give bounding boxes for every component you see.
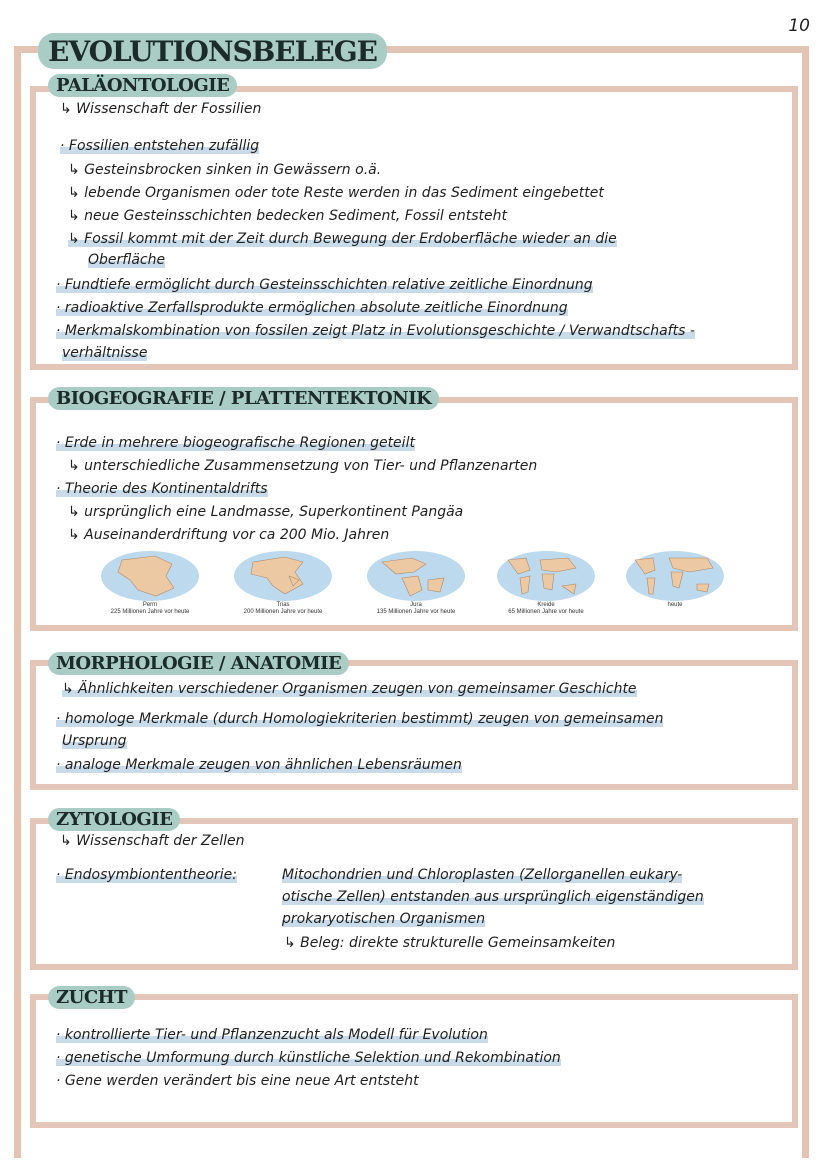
section-title-morphologie: MORPHOLOGIE / ANATOMIE (48, 652, 349, 675)
map-kreide (496, 550, 596, 616)
map-trias (233, 550, 333, 616)
note-line: · analoge Merkmale zeugen von ähnlichen Lebensräumen (56, 757, 462, 773)
page-title: EVOLUTIONSBELEGE (38, 33, 387, 69)
note-line: Mitochondrien und Chloroplasten (Zellorganellen eukary- (282, 867, 683, 883)
note-line: · radioaktive Zerfallsprodukte ermöglichen absolute zeitliche Einordnung (56, 300, 568, 316)
note-line: ↳ Gesteinsbrocken sinken in Gewässern o.ä. (68, 162, 382, 178)
map-caption: 65 Millionen Jahre vor heute (508, 609, 584, 615)
note-line: ↳ Beleg: direkte strukturelle Gemeinsamkeiten (284, 935, 616, 951)
note-line: verhältnisse (62, 345, 148, 361)
note-line: · kontrollierte Tier- und Pflanzenzucht als Modell für Evolution (56, 1027, 488, 1043)
page-number: 10 (788, 16, 810, 36)
note-line: · Fundtiefe ermöglicht durch Gesteinsschichten relative zeitliche Einordnung (56, 277, 593, 293)
note-line: ↳ lebende Organismen oder tote Reste werden in das Sediment eingebettet (68, 185, 604, 201)
note-line: · Fossilien entstehen zufällig (60, 138, 260, 154)
section-title-biogeografie: BIOGEOGRAFIE / PLATTENTEKTONIK (48, 387, 439, 410)
note-line: · Erde in mehrere biogeografische Regionen geteilt (56, 435, 415, 451)
map-label: heute (667, 602, 683, 608)
map-caption: 225 Millionen Jahre vor heute (110, 609, 190, 615)
note-line: ↳ Wissenschaft der Zellen (60, 833, 245, 849)
section-title-palaeontologie: PALÄONTOLOGIE (48, 74, 237, 97)
note-line: ↳ ursprünglich eine Landmasse, Superkontinent Pangäa (68, 504, 464, 520)
note-line: · Gene werden verändert bis eine neue Art entsteht (56, 1073, 419, 1089)
map-caption: 135 Millionen Jahre vor heute (376, 609, 456, 615)
note-line: prokaryotischen Organismen (282, 911, 486, 927)
note-line: otische Zellen) entstanden aus ursprünglich eigenständigen (282, 889, 704, 905)
map-perm (100, 550, 200, 616)
map-jura (366, 550, 466, 616)
map-caption: 200 Millionen Jahre vor heute (243, 609, 323, 615)
note-line: ↳ Auseinanderdriftung vor ca 200 Mio. Jahren (68, 527, 390, 543)
map-label: Kreide (537, 602, 555, 608)
note-line: ↳ unterschiedliche Zusammensetzung von Tier- und Pflanzenarten (68, 458, 538, 474)
continental-drift-maps (100, 550, 725, 625)
map-heute (625, 550, 725, 609)
note-line: Ursprung (62, 733, 127, 749)
map-label: Perm (142, 602, 158, 608)
note-line: · homologe Merkmale (durch Homologiekriterien bestimmt) zeugen von gemeinsamen (56, 711, 664, 727)
section-title-zucht: ZUCHT (48, 986, 135, 1009)
note-line: ↳ neue Gesteinsschichten bedecken Sediment, Fossil entsteht (68, 208, 507, 224)
note-line: Oberfläche (88, 252, 166, 268)
map-label: Trias (276, 602, 290, 608)
note-line: · Merkmalskombination von fossilen zeigt Platz in Evolutionsgeschichte / Verwandtschafts - (56, 323, 695, 339)
note-line: · genetische Umformung durch künstliche Selektion und Rekombination (56, 1050, 561, 1066)
map-label: Jura (410, 602, 422, 608)
note-line: · Endosymbiontentheorie: (56, 867, 237, 883)
note-line: ↳ Ähnlichkeiten verschiedener Organismen zeugen von gemeinsamer Geschichte (62, 681, 637, 697)
note-line: ↳ Fossil kommt mit der Zeit durch Bewegung der Erdoberfläche wieder an die (68, 231, 617, 247)
note-line: ↳ Wissenschaft der Fossilien (60, 101, 262, 117)
note-line: · Theorie des Kontinentaldrifts (56, 481, 268, 497)
section-title-zytologie: ZYTOLOGIE (48, 808, 180, 831)
